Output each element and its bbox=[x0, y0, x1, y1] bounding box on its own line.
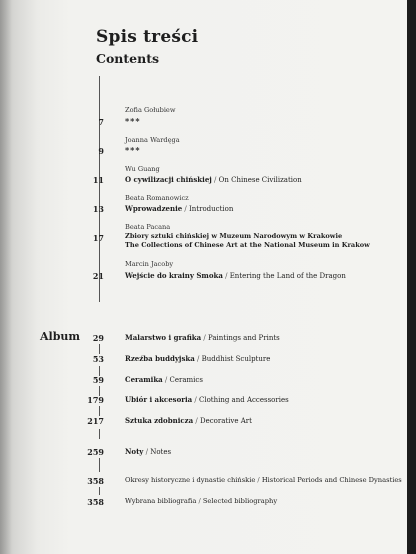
entry-title-english: Selected bibliography bbox=[202, 497, 278, 505]
entry-author: Marcin Jacoby bbox=[125, 260, 174, 268]
album-section-label: Album bbox=[40, 330, 81, 343]
entry-title-english: Buddhist Sculpture bbox=[201, 355, 271, 363]
entry-title-polish bbox=[125, 232, 342, 240]
entry-page-number: 259 bbox=[87, 447, 104, 457]
entry-title-separator: / bbox=[192, 396, 199, 404]
entry-stars: *** bbox=[125, 145, 141, 155]
entry-title-english: Historical Periods and Chinese Dynasties bbox=[261, 476, 402, 484]
entry-title-polish: Wybrana bibliografia bbox=[125, 497, 197, 505]
entry-page-number: 29 bbox=[92, 333, 104, 343]
entry-title-english: Decorative Art bbox=[199, 417, 252, 425]
entry-title-polish: Wejście do krainy Smoka bbox=[125, 271, 223, 280]
entry-title-polish: Wprowadzenie bbox=[125, 204, 183, 213]
entry-title-separator: / bbox=[196, 497, 203, 505]
toc-tick bbox=[99, 429, 100, 439]
entry-title-separator: / bbox=[194, 355, 202, 363]
entry-title-polish: O cywilizacji chińskiej bbox=[125, 175, 212, 184]
toc-tick bbox=[99, 487, 100, 495]
entry-title-polish-text: Zbiory sztuki chińskiej w Muzeum Narodowym w Krakowie bbox=[125, 232, 343, 240]
entry-title bbox=[125, 497, 277, 505]
spine-shadow bbox=[0, 0, 12, 554]
entry-title bbox=[125, 416, 252, 425]
entry-author: Wu Guang bbox=[125, 165, 160, 173]
entry-title-english: Clothing and Accessories bbox=[198, 396, 289, 404]
entry-page-number: 59 bbox=[92, 375, 104, 385]
toc-tick bbox=[99, 406, 100, 416]
page-edge-background bbox=[407, 0, 416, 554]
entry-title-separator: / bbox=[201, 334, 208, 342]
entry-page-number: 53 bbox=[92, 354, 104, 364]
entry-title-polish: Rzeźba buddyjska bbox=[125, 354, 195, 363]
entry-title-english: Entering the Land of the Dragon bbox=[229, 272, 346, 280]
entry-title-polish: Sztuka zdobnicza bbox=[125, 416, 194, 425]
entry-title-separator: / bbox=[182, 205, 190, 213]
entry-title-english-text: The Collections of Chinese Art at the National Museum in Krakow bbox=[125, 241, 370, 249]
entry-title bbox=[125, 204, 233, 213]
entry-author: Joanna Wardęga bbox=[125, 136, 180, 144]
entry-title-separator: / bbox=[255, 476, 262, 484]
entry-title-english: On Chinese Civilization bbox=[218, 176, 302, 184]
entry-title-separator: / bbox=[193, 417, 200, 425]
entry-title bbox=[125, 354, 270, 363]
entry-title-english: Introduction bbox=[189, 205, 234, 213]
entry-author: Beata Romanowicz bbox=[125, 194, 189, 202]
page-title-english: Contents bbox=[96, 51, 160, 66]
entry-title bbox=[125, 476, 402, 484]
entry-title-polish: Malarstwo i grafika bbox=[125, 333, 202, 342]
entry-page-number: 7 bbox=[98, 117, 104, 127]
entry-page-number: 21 bbox=[92, 271, 104, 281]
entry-page-number: 358 bbox=[87, 497, 104, 507]
entry-title-polish: Ubiór i akcesoria bbox=[125, 395, 193, 404]
entry-title-polish: Okresy historyczne i dynastie chińskie bbox=[125, 476, 256, 484]
entry-title-separator: / bbox=[211, 176, 219, 184]
entry-title bbox=[125, 175, 302, 184]
entry-title bbox=[125, 375, 203, 384]
entry-page-number: 13 bbox=[92, 204, 104, 214]
entry-title-separator: / bbox=[162, 376, 170, 384]
entry-title-english bbox=[125, 241, 370, 249]
entry-stars: *** bbox=[125, 116, 141, 126]
entry-page-number: 17 bbox=[92, 233, 104, 243]
entry-author: Beata Pacana bbox=[125, 223, 171, 231]
entry-title-separator: / bbox=[143, 448, 151, 456]
entry-author: Zofia Gołubiew bbox=[125, 106, 176, 114]
entry-title bbox=[125, 333, 280, 342]
entry-title-separator: / bbox=[222, 272, 230, 280]
entry-title-english: Paintings and Prints bbox=[207, 334, 280, 342]
entry-title-polish: Noty bbox=[125, 447, 144, 456]
entry-page-number: 179 bbox=[87, 395, 104, 405]
entry-title bbox=[125, 271, 346, 280]
entry-title bbox=[125, 395, 289, 404]
entry-title-polish: Ceramika bbox=[125, 375, 163, 384]
page-title-polish: Spis treści bbox=[96, 27, 199, 47]
entry-page-number: 358 bbox=[87, 476, 104, 486]
entry-title bbox=[125, 447, 171, 456]
entry-page-number: 9 bbox=[98, 146, 104, 156]
entry-title-english: Ceramics bbox=[169, 376, 203, 384]
entry-page-number: 11 bbox=[92, 175, 104, 185]
toc-tick bbox=[99, 458, 100, 472]
entry-page-number: 217 bbox=[87, 416, 104, 426]
toc-tick bbox=[99, 344, 100, 354]
toc-rule-essays bbox=[99, 76, 100, 302]
entry-title-english: Notes bbox=[150, 448, 172, 456]
